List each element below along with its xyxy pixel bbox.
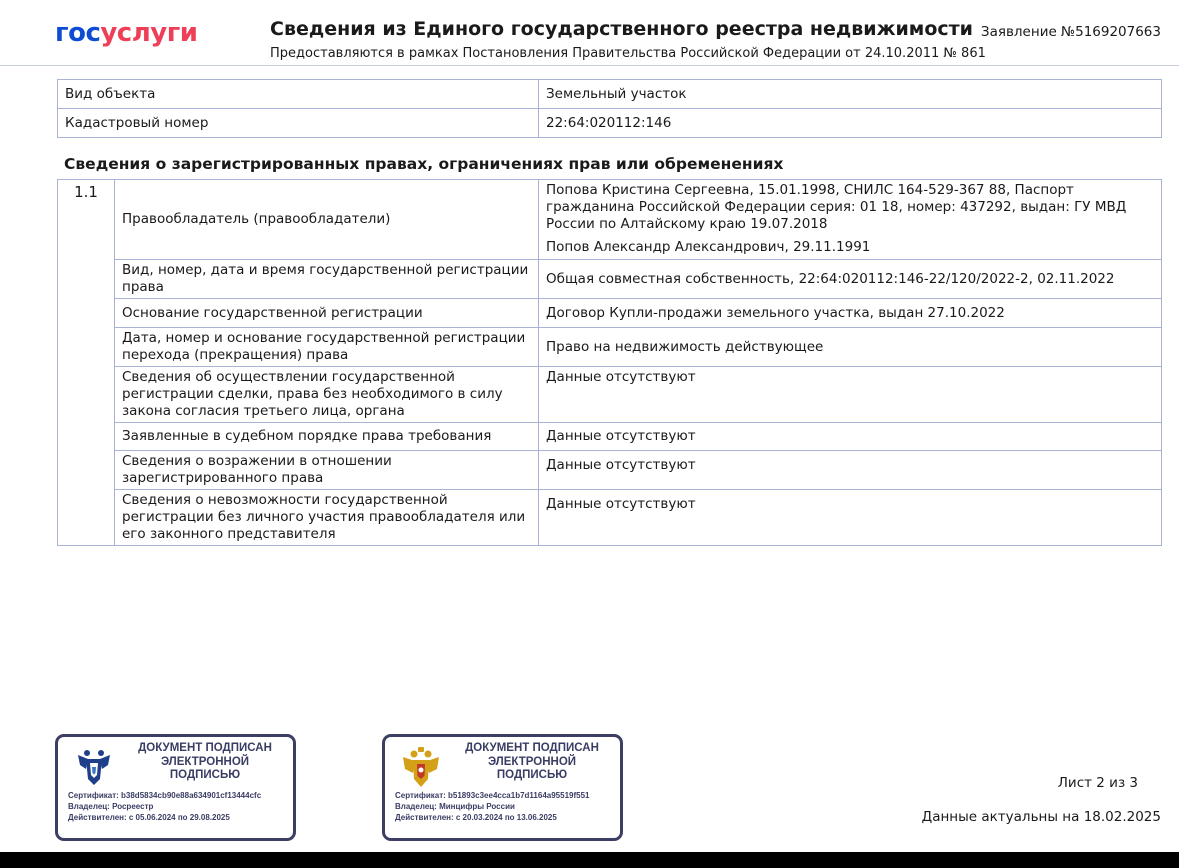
entry-number: 1.1 (58, 180, 115, 546)
transfer-value: Право на недвижимость действующее (539, 328, 1162, 367)
objection-value: Данные отсутствуют (539, 451, 1162, 490)
logo-part2: услуги (100, 18, 198, 48)
consent-value: Данные отсутствуют (539, 367, 1162, 423)
document-subtitle: Предоставляются в рамках Постановления Правительства Российской Федерации от 24.10.2011 № 861 (270, 46, 986, 61)
signature-stamp-rosreestr (55, 734, 296, 841)
owners-label: Правообладатель (правообладатели) (115, 180, 539, 260)
table-row (58, 423, 1162, 451)
table-row (58, 260, 1162, 299)
stamp-certificate: Сертификат: b51893c3ee4cca1b7d1164a95519f551 (395, 791, 590, 800)
sheet-number: Лист 2 из 3 (1057, 775, 1138, 791)
court-claims-value: Данные отсутствуют (539, 423, 1162, 451)
personal-presence-label: Сведения о невозможности государственной регистрации без личного участия правообладателя или его законного представителя (115, 490, 539, 546)
owner-2: Попов Александр Александрович, 29.11.1991 (546, 239, 871, 255)
table-row (58, 299, 1162, 328)
coat-of-arms-icon (399, 745, 443, 789)
registration-label: Вид, номер, дата и время государственной регистрации права (115, 260, 539, 299)
stamp-owner: Владелец: Минцифры России (395, 802, 515, 811)
table-row (58, 80, 1162, 109)
object-type-value: Земельный участок (539, 80, 1162, 109)
transfer-label: Дата, номер и основание государственной регистрации перехода (прекращения) права (115, 328, 539, 367)
table-row (58, 451, 1162, 490)
court-claims-label: Заявленные в судебном порядке права требования (115, 423, 539, 451)
signature-stamp-mintsifry (382, 734, 623, 841)
stamp-owner: Владелец: Росреестр (68, 802, 154, 811)
owner-1: Попова Кристина Сергеевна, 15.01.1998, СНИЛС 164-529-367 88, Паспорт гражданина Российской Федерации серия: 01 18, номер: 437292, выдан: ГУ МВД России по Алтайскому краю 19.07.2018 (546, 182, 1127, 232)
table-row (58, 490, 1162, 546)
cadastral-number-value: 22:64:020112:146 (539, 109, 1162, 138)
rights-section-title: Сведения о зарегистрированных правах, ограничениях прав или обременениях (64, 155, 784, 173)
table-row (58, 367, 1162, 423)
stamp-info (395, 790, 589, 823)
stamp-title: ДОКУМЕНТ ПОДПИСАН ЭЛЕКТРОННОЙ ПОДПИСЬЮ (465, 742, 599, 781)
object-type-label: Вид объекта (58, 80, 539, 109)
stamp-validity: Действителен: с 20.03.2024 по 13.06.2025 (395, 813, 557, 822)
stamp-certificate: Сертификат: b38d5834cb90e88a634901cf13444cfc (68, 791, 262, 800)
consent-label: Сведения об осуществлении государственной регистрации сделки, права без необходимого в силу закона согласия третьего лица, органа (115, 367, 539, 423)
application-number: Заявление №5169207663 (980, 24, 1161, 40)
table-row (58, 180, 1162, 260)
document-header (0, 0, 1179, 66)
registration-value: Общая совместная собственность, 22:64:020112:146-22/120/2022-2, 02.11.2022 (539, 260, 1162, 299)
actual-date: Данные актуальны на 18.02.2025 (921, 809, 1161, 825)
owners-value (539, 180, 1162, 260)
stamp-validity: Действителен: с 05.06.2024 по 29.08.2025 (68, 813, 230, 822)
rights-table (57, 179, 1162, 546)
rosreestr-emblem-icon (72, 745, 116, 789)
table-row (58, 109, 1162, 138)
gosuslugi-logo (55, 16, 198, 50)
table-row (58, 328, 1162, 367)
basis-value: Договор Купли-продажи земельного участка, выдан 27.10.2022 (539, 299, 1162, 328)
document-title: Сведения из Единого государственного реестра недвижимости (270, 18, 973, 40)
basis-label: Основание государственной регистрации (115, 299, 539, 328)
stamp-info (68, 790, 261, 823)
object-table (57, 79, 1162, 138)
logo-part1: гос (55, 18, 101, 48)
stamp-title: ДОКУМЕНТ ПОДПИСАН ЭЛЕКТРОННОЙ ПОДПИСЬЮ (138, 742, 272, 781)
cadastral-number-label: Кадастровый номер (58, 109, 539, 138)
personal-presence-value: Данные отсутствуют (539, 490, 1162, 546)
objection-label: Сведения о возражении в отношении зарегистрированного права (115, 451, 539, 490)
